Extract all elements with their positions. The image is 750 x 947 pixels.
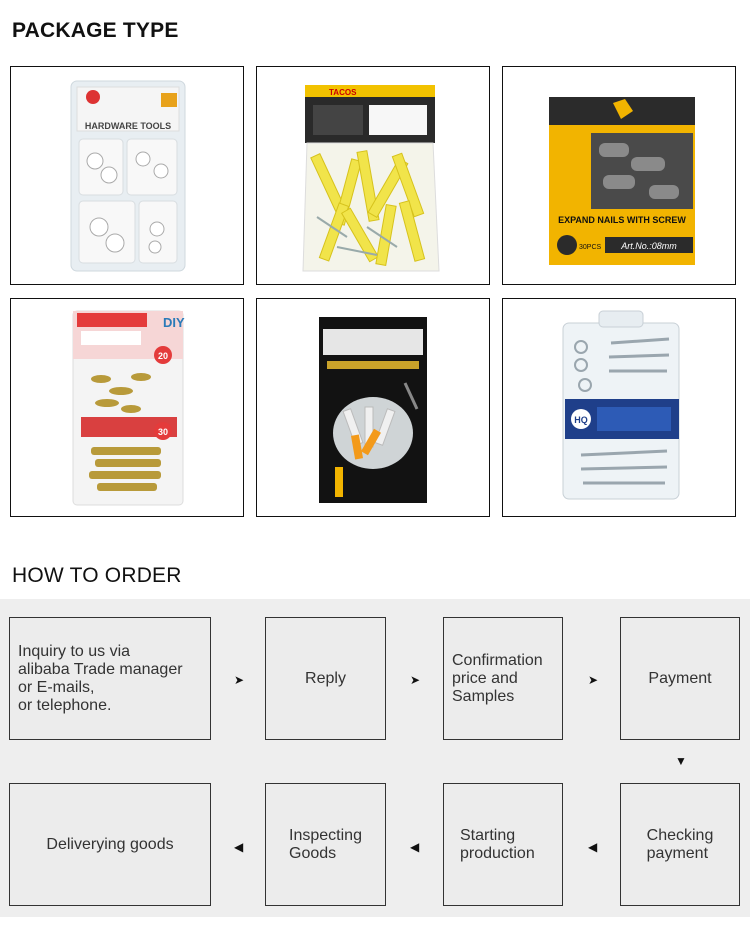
package-image-color-box — [502, 66, 736, 285]
step-payment: Payment — [620, 617, 740, 740]
step-inspecting-goods: Inspecting Goods — [265, 783, 386, 906]
hardware-tools-label: HARDWARE TOOLS — [84, 121, 172, 131]
arrow-right-icon: ➤ — [234, 673, 245, 687]
step-delivering-goods: Deliverying goods — [9, 783, 211, 906]
arrow-down-icon: ▼ — [675, 754, 687, 768]
bag-brand-label: TACOS — [329, 88, 357, 97]
package-image-diy-blister-card — [10, 298, 244, 517]
arrow-left-icon: ◀ — [588, 840, 598, 854]
count-top-badge: 20 — [157, 351, 169, 361]
box-pcs-label: 30PCS — [579, 244, 602, 251]
count-bottom-badge: 30 — [157, 427, 169, 437]
package-image-clear-plastic-box — [502, 298, 736, 517]
step-inquiry: Inquiry to us via alibaba Trade manager or E-mails, or telephone. — [9, 617, 211, 740]
package-image-yellow-anchor-bag — [256, 66, 490, 285]
arrow-left-icon: ◀ — [234, 840, 244, 854]
hq-logo-label: HQ — [574, 415, 588, 425]
arrow-left-icon: ◀ — [410, 840, 420, 854]
step-starting-production: Starting production — [443, 783, 563, 906]
step-checking-payment: Checking payment — [620, 783, 740, 906]
diy-label: DIY — [163, 315, 185, 330]
step-confirmation: Confirmation price and Samples — [443, 617, 563, 740]
package-type-heading: PACKAGE TYPE — [12, 19, 179, 42]
arrow-right-icon: ➤ — [410, 673, 421, 687]
step-reply: Reply — [265, 617, 386, 740]
arrow-right-icon: ➤ — [588, 673, 599, 687]
box-art-no-label: Art.No.:08mm — [621, 241, 677, 251]
package-image-blister-card — [10, 66, 244, 285]
box-title-label: EXPAND NAILS WITH SCREW — [558, 215, 686, 225]
package-image-black-zip-bag — [256, 298, 490, 517]
how-to-order-heading: HOW TO ORDER — [12, 564, 182, 587]
